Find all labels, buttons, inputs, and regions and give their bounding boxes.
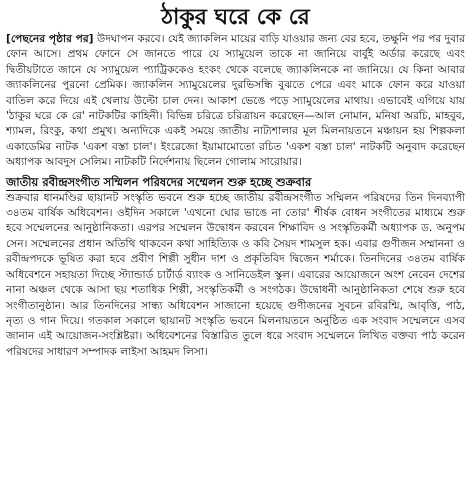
second-article-body: শুক্রবার ধানমণ্ডির ছায়ানট সংস্কৃতি ভবনে শুরু হচ্ছে জাতীয় রবীন্দ্রসংগীত সম্মিলন পরিষদের তিন দিনব্যাপী ৩৪তম বার্ষিক অধিবেশন। ওইদিন সকালে 'এখনো ঘোর ভাঙে না তোর' শীর্ষক বোধন সংগীতের মাধ্যমে শুরু হবে সম্মেলনের আনুষ্ঠানিকতা। এরপর সম্মেলন উদ্বোধন করবেন শিক্ষাবিদ ও সংস্কৃতিকর্মী অধ্যাপক ড. অনুপম সেন। সম্মেলনের প্রধান অতিথি থাকবেন কথা সাহিত্যিক ও কবি সৈয়দ শামসুল হক। এবার গুণীজন সম্মাননা ও রবীন্দ্রপদকে ভূষিত করা হবে প্রবীণ শিল্পী সুধীন দাশ ও প্রকৃতিবিদ দ্বিজেন শর্মাকে। তিনদিনের ৩৪তম বার্ষিক অধিবেশনে সহায়তা দিচ্ছে স্ট্যান্ডার্ড চার্টার্ড ব্যাংক ও সানিডেইল স্কুল। এবারের আয়োজনে অংশ নেবেন দেশের নানা অঞ্চল থেকে আসা ছয় শতাধিক শিল্পী, সংস্কৃতিকর্মী ও সংগঠক। উদ্বোধনী আনুষ্ঠানিকতা শেষে শুরু হবে সংগীতানুষ্ঠান। আর তিনদিনের সান্ধ্য অধিবেশন সাজানো হয়েছে গুণীজনের সুবচন রবিরশ্মি, আবৃত্তি, পাঠ, নৃত্য ও গান দিয়ে। গতকাল সকালে ছায়ানট সংস্কৃতি ভবনে মিলনায়তনে অনুষ্ঠিত এক সংবাদ সম্মেলনে এসব জানান এই আয়োজন-সংশ্লিষ্টরা। অধিবেশনের বিস্তারিত তুলে ধরে সংবাদ সম্মেলনে লিখিত বক্তব্য পাঠ করেন পরিষদের সাধারণ সম্পাদক লাইসা আহমদ লিসা। bbox=[6, 191, 465, 358]
article-body bbox=[6, 32, 465, 171]
article-body-text: উদঘাপন করবে। যেই জ্যাকলিন মায়ের বাড়ি যাওয়ার জন্য বের হবে, তক্ষুনি পর পর দুবার ফোন আসে। প্রথম ফোনে সে জানতে পারে যে স্যামুয়েল তাকে না জানিয়ে বার্বুই অর্ডার করেছে এবং দ্বিতীয়টাতে জানে যে স্যামুয়েল প্যাট্রিককেও হংকং থেকে বলেছে জ্যাকলিনকে না জানিয়ে। যে কিনা আবার জ্যাকলিনের পুরনো প্রেমিক। জ্যাকলিন স্যামুয়েলের দুরভিসন্ধি বুঝতে পেরে এবং মাকে ফোন করে যাওয়া বাতিল করে দিয়ে এই খেলায় উল্টো চাল দেন। আকাশ ভেঙে পড়ে স্যামুয়েলের মাথায়। এভাবেই এগিয়ে যায় 'ঠাকুর ঘরে কে রে' নাটকটির কাহিনী। বিভিন্ন চরিত্রে চরিত্রায়ন করেছেন—আল নোমান, মনিষা অরচি, মাহবুব, শ্যামল, রিংকু, কথা প্রমুখ। অন্যদিকে একই সময়ে জাতীয় নাট্যশালার মূল মিলনায়তনে মঞ্চায়ন হয় শিল্পকলা একাডেমির নাটক 'একশ বস্তা চাল'। ইংরেজো ইয়ামামোতো রচিত 'একশ বস্তা চাল' নাটকটি অনুবাদ করেছেন অধ্যাপক আবদুস সেলিম। নাটকটি নির্দেশনায় ছিলেন গোলাম সারোয়ার। bbox=[6, 33, 466, 169]
second-article-headline: জাতীয় রবীন্দ্রসংগীত সম্মিলন পরিষদের সম্মেলন শুরু হচ্ছে শুক্রবার bbox=[6, 174, 312, 189]
continued-from-back-page-label: [পেছনের পৃষ্ঠার পর] bbox=[6, 33, 94, 45]
article-headline: ঠাকুর ঘরে কে রে bbox=[161, 4, 310, 30]
